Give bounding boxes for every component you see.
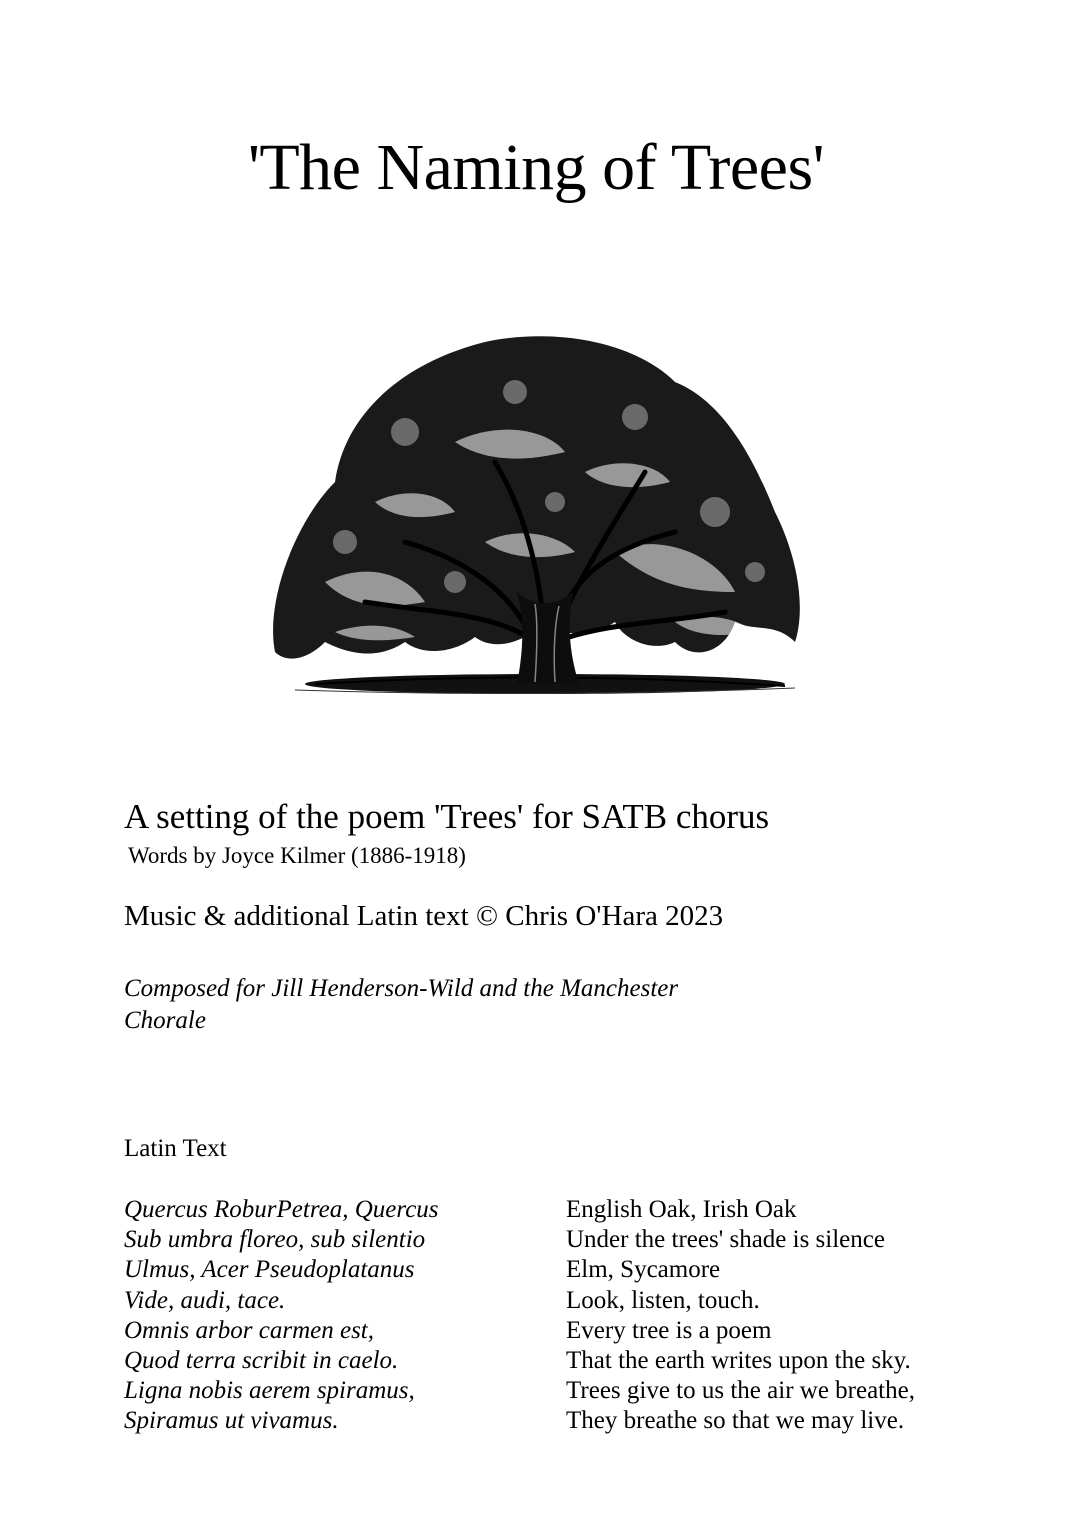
verse-english: Trees give to us the air we breathe, — [566, 1377, 915, 1405]
verse-latin: Ligna nobis aerem spiramus, — [124, 1377, 415, 1405]
latin-text-heading: Latin Text — [124, 1135, 227, 1162]
verse-row — [124, 1346, 984, 1376]
verse-latin: Sub umbra floreo, sub silentio — [124, 1226, 426, 1254]
oak-tree-illustration — [255, 322, 815, 722]
dedication — [124, 973, 764, 1037]
verse-row — [124, 1316, 984, 1346]
verse-english: Under the trees' shade is silence — [566, 1226, 885, 1254]
verse-english: Look, listen, touch. — [566, 1286, 760, 1314]
verse-latin: Quercus RoburPetrea, Quercus — [124, 1196, 439, 1223]
music-credit: Music & additional Latin text © Chris O'Hara 2023 — [124, 900, 724, 932]
verse-latin: Vide, audi, tace. — [124, 1286, 286, 1314]
verse-row — [124, 1195, 984, 1225]
verse-row — [124, 1406, 984, 1436]
verse-row — [124, 1376, 984, 1406]
words-credit: Words by Joyce Kilmer (1886-1918) — [128, 843, 466, 868]
verse-latin: Omnis arbor carmen est, — [124, 1316, 374, 1344]
verse-english: English Oak, Irish Oak — [566, 1196, 797, 1223]
verse-row — [124, 1225, 984, 1255]
verse-row — [124, 1255, 984, 1285]
verse-latin: Spiramus ut vivamus. — [124, 1407, 339, 1435]
dedication-line: Composed for Jill Henderson-Wild and the Manchester — [124, 975, 679, 1002]
verse-latin: Ulmus, Acer Pseudoplatanus — [124, 1256, 415, 1284]
verse-english: They breathe so that we may live. — [566, 1407, 905, 1435]
verse-table — [124, 1195, 984, 1437]
verse-english: Every tree is a poem — [566, 1316, 772, 1344]
page-title: 'The Naming of Trees' — [247, 131, 825, 204]
verse-row — [124, 1286, 984, 1316]
tree-trunk — [517, 592, 579, 684]
dedication-line: Chorale — [124, 1007, 206, 1034]
verse-english: That the earth writes upon the sky. — [566, 1346, 911, 1374]
verse-latin: Quod terra scribit in caelo. — [124, 1346, 399, 1374]
verse-english: Elm, Sycamore — [566, 1256, 721, 1284]
subtitle: A setting of the poem 'Trees' for SATB chorus — [124, 797, 770, 836]
